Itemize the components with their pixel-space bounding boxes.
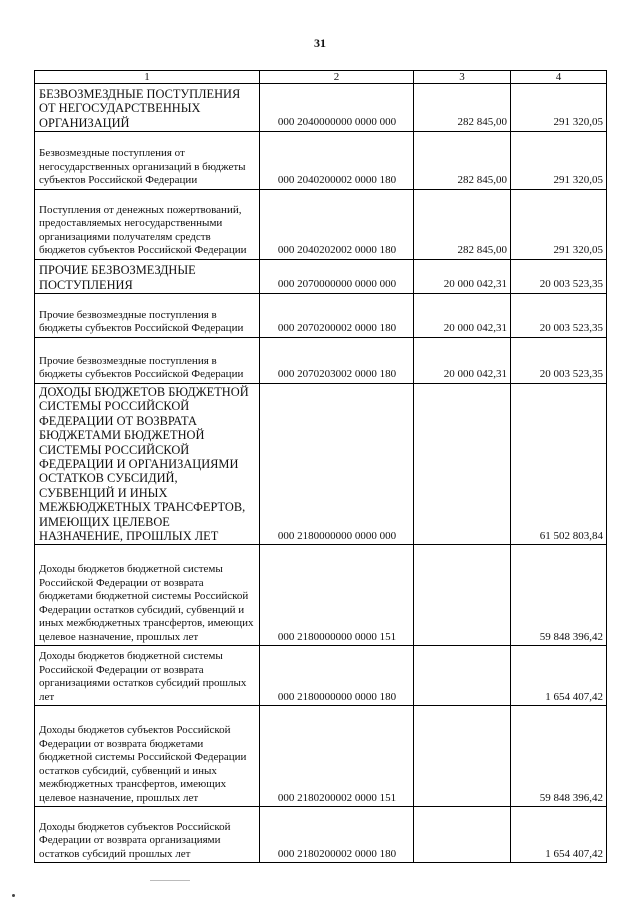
row-value-col3 (414, 545, 511, 646)
row-name: Прочие безвозмездные поступления в бюджеты субъектов Российской Федерации (35, 338, 260, 384)
scan-smudge (150, 880, 190, 881)
row-name: БЕЗВОЗМЕЗДНЫЕ ПОСТУПЛЕНИЯ ОТ НЕГОСУДАРСТВЕННЫХ ОРГАНИЗАЦИЙ (35, 84, 260, 132)
row-code: 000 2040202002 0000 180 (260, 190, 414, 260)
page-number: 31 (314, 36, 326, 50)
row-value-col4: 20 003 523,35 (511, 338, 607, 384)
row-value-col4: 291 320,05 (511, 190, 607, 260)
row-name: Прочие безвозмездные поступления в бюджеты субъектов Российской Федерации (35, 294, 260, 338)
row-name: Доходы бюджетов бюджетной системы Российской Федерации от возврата организациями остатков субсидий прошлых лет (35, 646, 260, 706)
table-row (35, 646, 607, 706)
table-row (35, 84, 607, 132)
table-row (35, 545, 607, 646)
row-code: 000 2180200002 0000 151 (260, 706, 414, 807)
row-value-col3 (414, 646, 511, 706)
row-code: 000 2040200002 0000 180 (260, 132, 414, 190)
row-value-col4: 20 003 523,35 (511, 294, 607, 338)
row-value-col3: 282 845,00 (414, 84, 511, 132)
table-header-row (35, 71, 607, 84)
row-name: ДОХОДЫ БЮДЖЕТОВ БЮДЖЕТНОЙ СИСТЕМЫ РОССИЙСКОЙ ФЕДЕРАЦИИ ОТ ВОЗВРАТА БЮДЖЕТАМИ БЮДЖЕТНОЙ СИСТЕМЫ РОССИЙСКОЙ ФЕДЕРАЦИИ И ОРГАНИЗАЦИЯМИ ОСТАТКОВ СУБСИДИЙ, СУБВЕНЦИЙ И ИНЫХ МЕЖБЮДЖЕТНЫХ ТРАНСФЕРТОВ, ИМЕЮЩИХ ЦЕЛЕВОЕ НАЗНАЧЕНИЕ, ПРОШЛЫХ ЛЕТ (35, 384, 260, 545)
row-value-col3 (414, 807, 511, 863)
row-code: 000 2180000000 0000 151 (260, 545, 414, 646)
row-value-col4: 1 654 407,42 (511, 807, 607, 863)
table-row (35, 384, 607, 545)
row-value-col3: 20 000 042,31 (414, 260, 511, 294)
row-code: 000 2070000000 0000 000 (260, 260, 414, 294)
row-value-col4: 59 848 396,42 (511, 545, 607, 646)
table-row (35, 338, 607, 384)
row-code: 000 2180200002 0000 180 (260, 807, 414, 863)
row-code: 000 2070200002 0000 180 (260, 294, 414, 338)
table-row (35, 190, 607, 260)
row-code: 000 2180000000 0000 180 (260, 646, 414, 706)
row-value-col3 (414, 384, 511, 545)
row-value-col4: 59 848 396,42 (511, 706, 607, 807)
row-value-col4: 291 320,05 (511, 132, 607, 190)
row-value-col3: 282 845,00 (414, 190, 511, 260)
table-row (35, 706, 607, 807)
column-header-4: 4 (511, 71, 607, 84)
row-name: Поступления от денежных пожертвований, предоставляемых негосударственными организациями получателям средств бюджетов субъектов Российской Федерации (35, 190, 260, 260)
column-header-1: 1 (35, 71, 260, 84)
table-row (35, 260, 607, 294)
row-code: 000 2180000000 0000 000 (260, 384, 414, 545)
row-name: Доходы бюджетов субъектов Российской Федерации от возврата организациями остатков субсидий прошлых лет (35, 807, 260, 863)
row-code: 000 2070203002 0000 180 (260, 338, 414, 384)
row-name: Доходы бюджетов субъектов Российской Федерации от возврата бюджетами бюджетной системы Российской Федерации остатков субсидий, субвенций и иных межбюджетных трансфертов, имеющих целевое назначение, прошлых лет (35, 706, 260, 807)
row-value-col4: 291 320,05 (511, 84, 607, 132)
row-value-col3: 20 000 042,31 (414, 338, 511, 384)
row-name: Безвозмездные поступления от негосударственных организаций в бюджеты субъектов Российской Федерации (35, 132, 260, 190)
row-value-col4: 61 502 803,84 (511, 384, 607, 545)
budget-revenue-table (34, 70, 607, 863)
row-value-col3: 282 845,00 (414, 132, 511, 190)
table-row (35, 294, 607, 338)
table-row (35, 807, 607, 863)
row-value-col4: 20 003 523,35 (511, 260, 607, 294)
column-header-3: 3 (414, 71, 511, 84)
row-value-col4: 1 654 407,42 (511, 646, 607, 706)
row-name: Доходы бюджетов бюджетной системы Российской Федерации от возврата бюджетами бюджетной системы Российской Федерации остатков субсидий, субвенций и иных межбюджетных трансфертов, имеющих целевое назначение, прошлых лет (35, 545, 260, 646)
table-row (35, 132, 607, 190)
row-value-col3 (414, 706, 511, 807)
row-name: ПРОЧИЕ БЕЗВОЗМЕЗДНЫЕ ПОСТУПЛЕНИЯ (35, 260, 260, 294)
row-code: 000 2040000000 0000 000 (260, 84, 414, 132)
scan-speck (12, 894, 15, 897)
column-header-2: 2 (260, 71, 414, 84)
row-value-col3: 20 000 042,31 (414, 294, 511, 338)
